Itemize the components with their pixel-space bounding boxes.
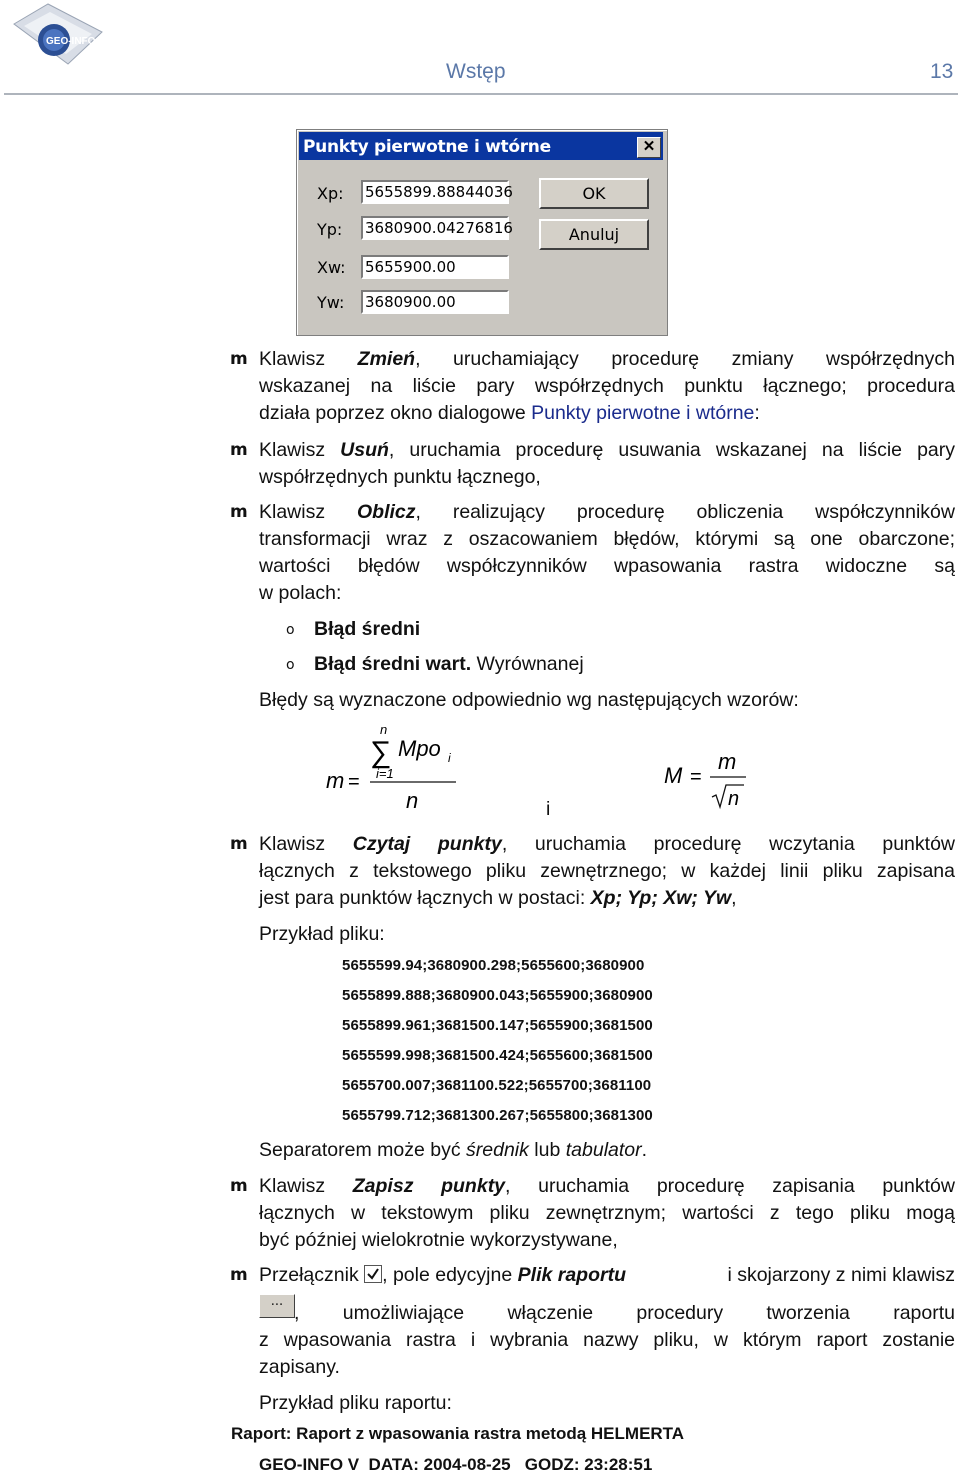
item-czytaj-line3: jest para punktów łącznych w postaci: Xp; Yp; Xw; Yw, [259, 887, 737, 909]
example-line: 5655799.712;3681300.267;5655800;3681300 [342, 1107, 653, 1124]
separator-note: Separatorem może być średnik lub tabulator. [259, 1139, 648, 1161]
xp-field[interactable]: 5655899.88844036 [361, 180, 509, 204]
sub-bullet-icon: o [286, 622, 295, 638]
item-zapisz-line2: łącznych w tekstowym pliku zewnętrznym; wartości z tego pliku mogą [259, 1202, 955, 1224]
bullet-icon: m [230, 1265, 248, 1285]
page-header-title: Wstęp [446, 60, 506, 83]
field-blad-sredni-wart: Błąd średni wart. Wyrównanej [314, 653, 584, 675]
item-przelacznik-line3: z wpasowania rastra i wybrania nazwy pliku, w którym raport zostanie [259, 1329, 955, 1351]
item-przelacznik-line2: , umożliwiające włączenie procedury tworzenia raportu [294, 1302, 955, 1324]
item-oblicz-line4: w polach: [259, 582, 342, 604]
svg-text:=: = [348, 771, 360, 793]
example-line: 5655599.94;3680900.298;5655600;3680900 [342, 957, 645, 974]
page-number: 13 [930, 60, 954, 83]
sub-bullet-icon: o [286, 657, 295, 673]
key-usun: Usuń [340, 439, 389, 461]
xp-label: Xp: [317, 184, 344, 203]
svg-text:n: n [406, 788, 419, 813]
xw-label: Xw: [317, 258, 346, 277]
yp-label: Yp: [317, 220, 343, 239]
dialog-punkty-pierwotne [296, 129, 668, 336]
yw-field[interactable]: 3680900.00 [361, 290, 509, 314]
example-line: 5655899.888;3680900.043;5655900;3680900 [342, 987, 653, 1004]
bullet-icon: m [230, 834, 248, 854]
svg-text:n: n [380, 722, 388, 737]
svg-text:Mpo: Mpo [398, 736, 441, 761]
formula-m [320, 718, 470, 818]
svg-text:i=1: i=1 [376, 766, 394, 781]
key-zapisz: Zapisz punkty [352, 1175, 506, 1197]
xw-field[interactable]: 5655900.00 [361, 255, 509, 279]
example-line: 5655599.998;3681500.424;5655600;3681500 [342, 1047, 653, 1064]
bullet-icon: m [230, 349, 248, 369]
key-plik-raportu: Plik raportu [517, 1264, 626, 1286]
svg-text:i: i [448, 751, 451, 765]
example-line: 5655899.961;3681500.147;5655900;3681500 [342, 1017, 653, 1034]
key-oblicz: Oblicz [357, 501, 416, 523]
yp-field[interactable]: 3680900.04276816 [361, 216, 509, 240]
item-zmien-line3: działa poprzez okno dialogowe Punkty pierwotne i wtórne: [259, 402, 760, 424]
svg-text:n: n [728, 788, 740, 810]
geo-info-logo [8, 2, 108, 66]
item-zmien-line2: wskazanej na liście pary współrzędnych punktu łącznego; procedura [259, 375, 955, 397]
ok-button[interactable]: OK [539, 178, 649, 209]
report-example-label: Przykład pliku raportu: [259, 1392, 452, 1414]
bullet-icon: m [230, 502, 248, 522]
item-czytaj-line1: Klawisz Czytaj punkty, uruchamia procedurę wczytania punktów [259, 833, 955, 855]
report-line-2: GEO-INFO V DATA: 2004-08-25 GODZ: 23:28:51 [259, 1455, 653, 1474]
cancel-button[interactable]: Anuluj [539, 219, 649, 250]
checkbox-icon[interactable] [364, 1265, 382, 1283]
key-czytaj: Czytaj punkty [352, 833, 502, 855]
example-line: 5655700.007;3681100.522;5655700;3681100 [342, 1077, 652, 1094]
formula-M [660, 745, 760, 815]
svg-text:m: m [718, 749, 737, 774]
yw-label: Yw: [317, 293, 345, 312]
item-czytaj-line2: łącznych z tekstowego pliku zewnętrznego; w każdej linii pliku zapisana [259, 860, 955, 882]
svg-text:M: M [664, 763, 683, 788]
svg-text:∑: ∑ [370, 736, 392, 769]
dialog-title: Punkty pierwotne i wtórne [303, 137, 551, 157]
item-przelacznik-line4: zapisany. [259, 1356, 340, 1378]
example-file-label: Przykład pliku: [259, 923, 385, 945]
ellipsis-button[interactable]: ... [259, 1294, 295, 1318]
svg-text:m: m [326, 768, 345, 793]
dialog-titlebar [299, 132, 663, 160]
svg-text:=: = [690, 766, 702, 788]
header-divider [4, 93, 958, 95]
field-blad-sredni: Błąd średni [314, 618, 421, 640]
formula-separator: i [546, 798, 551, 820]
report-line-1: Raport: Raport z wpasowania rastra metodą HELMERTA [231, 1424, 685, 1443]
item-oblicz-line1: Klawisz Oblicz, realizujący procedurę obliczenia współczynników [259, 501, 955, 523]
logo-text: GEO-INFO [46, 36, 96, 47]
item-oblicz-line2: transformacji wraz z oszacowaniem błędów, którymi są one obarczone; [259, 528, 955, 550]
formula-intro: Błędy są wyznaczone odpowiednio wg następujących wzorów: [259, 689, 799, 711]
item-oblicz-line3: wartości błędów współczynników wpasowania rastra widoczne są [259, 555, 955, 577]
item-usun-line1: Klawisz Usuń, uruchamia procedurę usuwania wskazanej na liście pary [259, 439, 955, 461]
item-zapisz-line1: Klawisz Zapisz punkty, uruchamia procedurę zapisania punktów [259, 1175, 955, 1197]
bullet-icon: m [230, 1176, 248, 1196]
item-zapisz-line3: być później wielokrotnie wykorzystywane, [259, 1229, 618, 1251]
dialog-name-ref: Punkty pierwotne i wtórne [531, 402, 755, 424]
item-przelacznik-line1: Przełącznik , pole edycyjne Plik raportu i skojarzony z nimi klawisz [259, 1264, 955, 1286]
bullet-icon: m [230, 440, 248, 460]
key-zmien: Zmień [357, 348, 416, 370]
item-zmien-line1: Klawisz Zmień, uruchamiający procedurę zmiany współrzędnych [259, 348, 955, 370]
item-usun-line2: współrzędnych punktu łącznego, [259, 466, 541, 488]
close-icon[interactable]: ✕ [637, 137, 661, 158]
